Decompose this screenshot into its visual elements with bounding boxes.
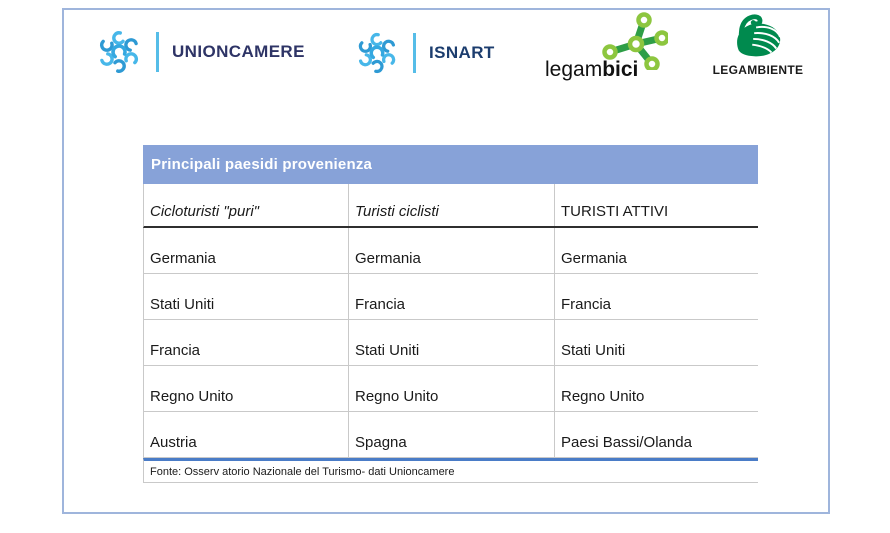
unioncamere-wordmark: UNIONCAMERE [172, 42, 305, 61]
table-row [143, 228, 758, 274]
table-row [143, 274, 758, 320]
legambiente-swan-icon [729, 12, 787, 62]
isnart-swirl-icon [354, 30, 400, 76]
table-row [143, 320, 758, 366]
unioncamere-logo [95, 28, 305, 76]
table-title: Principali paesidi provenienza [143, 145, 758, 184]
column-header-turisti-ciclisti: Turisti ciclisti [348, 184, 554, 226]
table-cell: Paesi Bassi/Olanda [554, 412, 758, 457]
table-source-note: Fonte: Osserv atorio Nazionale del Turismo- dati Unioncamere [143, 458, 758, 483]
logo-divider [413, 33, 416, 73]
table-cell: Stati Uniti [554, 320, 758, 365]
column-header-turisti-attivi: TURISTI ATTIVI [554, 184, 758, 226]
table-cell: Stati Uniti [150, 296, 215, 313]
table-header-row [143, 184, 758, 228]
table-cell: Regno Unito [348, 366, 554, 411]
table-cell: Francia [348, 274, 554, 319]
table-cell: Austria [150, 434, 197, 451]
legambici-logo [545, 10, 675, 94]
table-cell: Francia [150, 342, 201, 359]
table-cell: Regno Unito [150, 388, 234, 405]
table-cell: Germania [554, 228, 758, 273]
table-row [143, 412, 758, 458]
slide-frame [62, 8, 830, 514]
legambici-wordmark-bold: bici [602, 58, 639, 81]
legambiente-logo [700, 12, 816, 92]
legambici-wordmark [545, 58, 638, 82]
provenance-table [143, 145, 758, 483]
table-cell: Regno Unito [554, 366, 758, 411]
table-cell: Francia [554, 274, 758, 319]
table-cell: Germania [150, 250, 216, 267]
logo-divider [156, 32, 159, 72]
isnart-wordmark: ISNART [429, 43, 495, 62]
column-header-cicloturisti-puri: Cicloturisti "puri" [150, 203, 260, 220]
table-cell: Spagna [348, 412, 554, 457]
table-row [143, 366, 758, 412]
isnart-logo [354, 30, 495, 76]
table-cell: Germania [348, 228, 554, 273]
legambici-wordmark-regular: legam [545, 58, 603, 81]
unioncamere-swirl-icon [95, 28, 143, 76]
table-cell: Stati Uniti [348, 320, 554, 365]
legambiente-wordmark: LEGAMBIENTE [712, 63, 804, 77]
